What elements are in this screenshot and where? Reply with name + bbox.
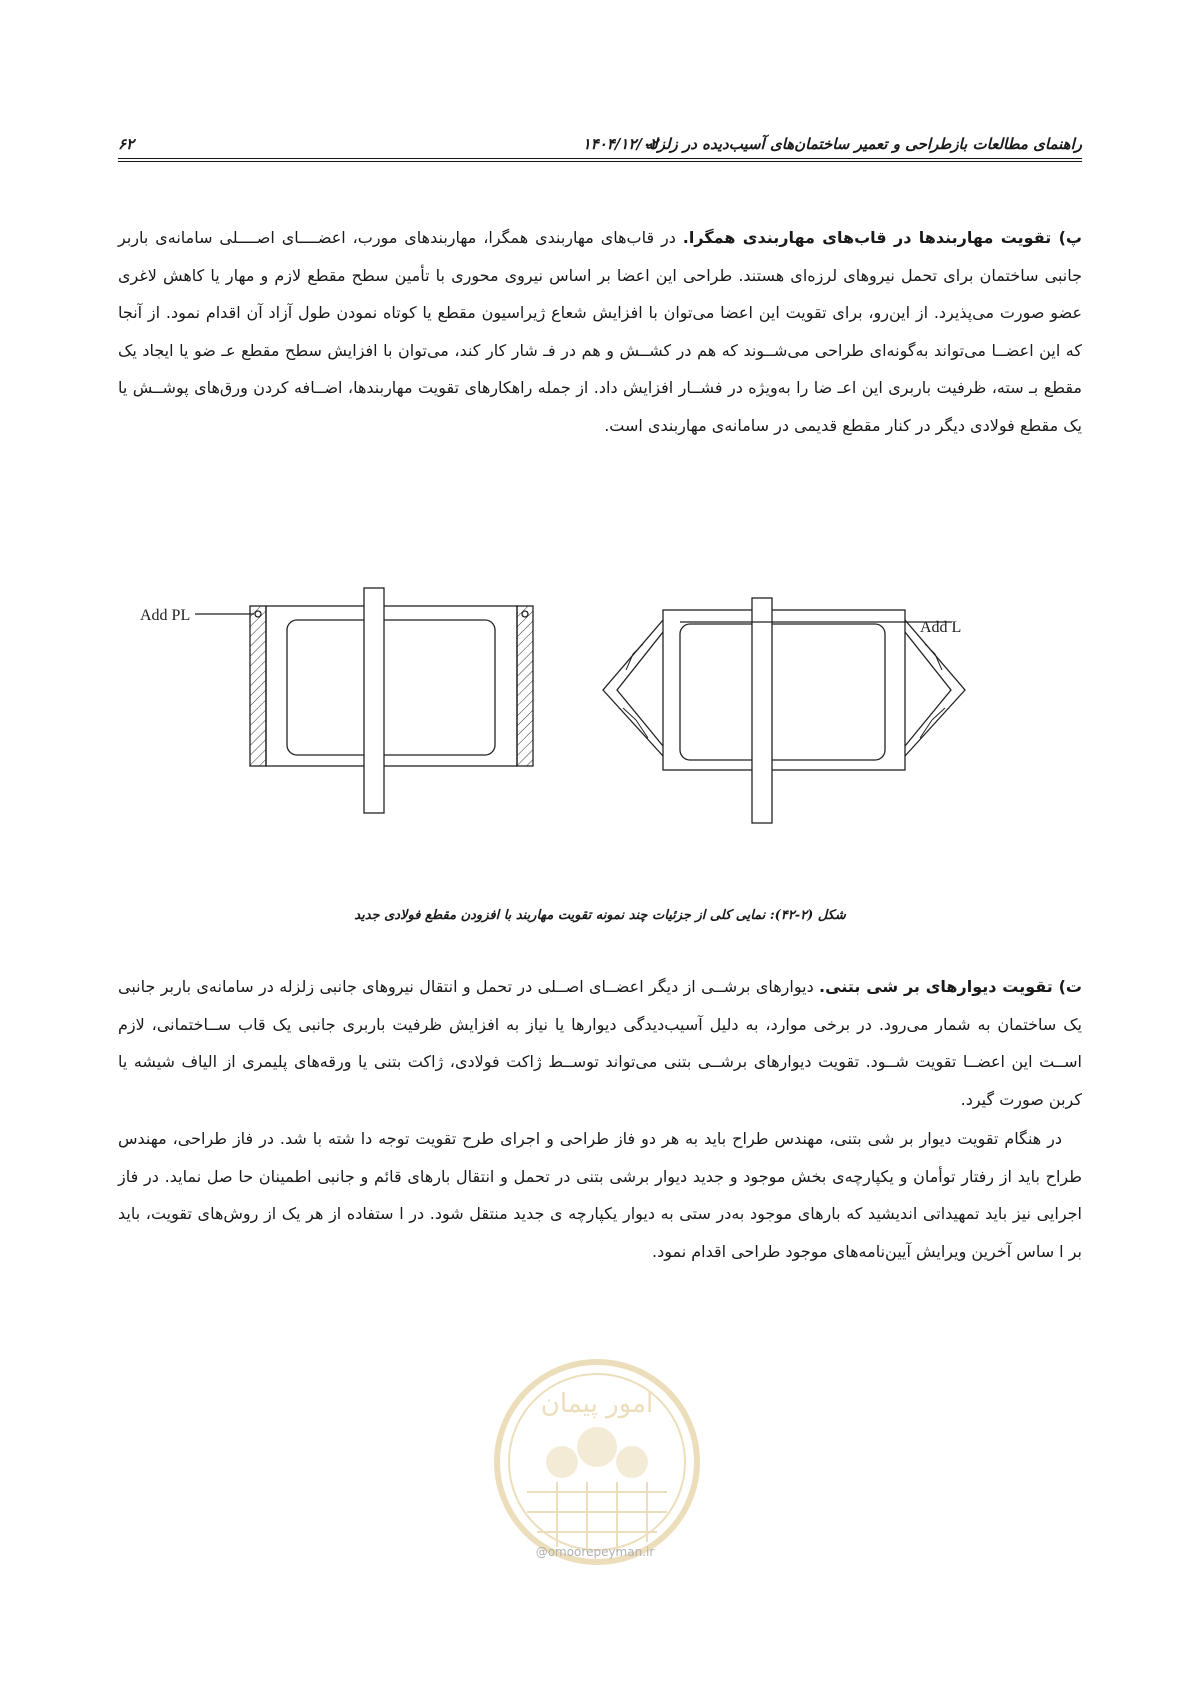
added-plate-right bbox=[517, 606, 533, 766]
page-header bbox=[118, 133, 1082, 161]
header-title: راهنمای مطالعات بازطراحی و تعمیر ساختمان‌های آسیب‌دیده در زلزله bbox=[645, 135, 1082, 153]
paragraph-lead: پ) تقویت مهاربندها در قاب‌های مهاربندی همگرا. bbox=[682, 228, 1083, 247]
label-add-pl: Add PL bbox=[140, 607, 191, 624]
section-with-angles bbox=[603, 598, 965, 823]
paragraph-shear-wall bbox=[118, 968, 1082, 1118]
section-with-plates bbox=[195, 588, 533, 813]
label-add-l: Add L bbox=[920, 619, 962, 636]
brace-detail-figure bbox=[140, 578, 1050, 880]
paragraph-body: در قاب‌های مهاربندی همگرا، مهاربندهای مورب، اعضــــای اصــــلی سامانه‌ی باربر جانبی ساختمان برای تحمل نیروهای لرزه‌ای هستند. طراحی این اعضا بر اساس نیروی محوری با تأمین سطح مقطع لازم و مهار یا کاهش لاغری عضو صورت می‌پذیرد. از این‌رو، برای تقویت این اعضا می‌توان با افزایش شعاع ژیراسیون مقطع یا کوتاه نمودن طول آزاد آن اقدام نمود. از آنجا که این اعضــا می‌تواند به‌گونه‌ای طراحی می‌شــوند که هم در کشــش و هم در فـ شار کار کند، می‌توان با افزایش سطح مقطع عـ ضو یا ایجاد یک مقطع بـ سته، ظرفیت باربری این اعـ ضا را به‌ویژه در فشــار افزایش داد. از جمله راهکارهای تقویت مهاربندها، اضــافه کردن ورق‌های پوشــش یا یک مقطع فولادی دیگر در کنار مقطع قدیمی در سامانه‌ی مهاربندی است. bbox=[118, 228, 1082, 435]
header-rule bbox=[118, 158, 1082, 162]
page-number: ۶۲ bbox=[118, 135, 135, 153]
paragraph-shear-wall-design: در هنگام تقویت دیوار بر شی بتنی، مهندس طراح باید به هر دو فاز طراحی و اجرای طرح تقویت توجه دا شته با شد. در فاز طراحی، مهندس طراح باید از رفتار توأمان و یکپارچه‌ی بخش موجود و جدید دیوار برشی بتنی در تحمل و انتقال بارهای قائم و جانبی اطمینان حا صل نماید. در فاز اجرایی نیز باید تمهیداتی اندیشید که بارهای موجود به‌در ستی به دیوار یکپارچه ی جدید منتقل شود. در ا ستفاده از هر یک از روش‌های تقویت، باید بر ا ساس آخرین ویرایش آیین‌نامه‌های موجود طراحی اقدام نمود. bbox=[118, 1129, 1082, 1261]
watermark-logo bbox=[487, 1352, 707, 1602]
paragraph-lead: ت) تقویت دیوارهای بر شی بتنی. bbox=[819, 977, 1083, 996]
figure-caption: شکل (۲-۴۲): نمایی کلی از جزئیات چند نمونه تقویت مهاربند با افزودن مقطع فولادی جدید bbox=[354, 908, 846, 923]
added-plate-left bbox=[250, 606, 266, 766]
watermark-logo-text: امور پیمان bbox=[540, 1389, 654, 1419]
header-date: ۱۴۰۴/۱۲/۰۲ bbox=[582, 135, 658, 153]
paragraph-body: دیوارهای برشــی از دیگر اعضــای اصــلی در تحمل و انتقال نیروهای جانبی زلزله در سامانه‌ی باربر جانبی یک ساختمان به شمار می‌رود. در برخی موارد، به دلیل آسیب‌دیدگی دیوارها یا نیاز به افزایش ظرفیت باربری جانبی یک قاب ســاختمانی، لازم اســت این اعضــا تقویت شــود. تقویت دیوارهای برشــی بتنی می‌تواند توســط ژاکت فولادی، ژاکت بتنی یا ورقه‌های پلیمری از الیاف شیشه یا کربن صورت گیرد. bbox=[118, 977, 1082, 1109]
paragraph-brace-strengthening bbox=[118, 219, 1082, 444]
watermark-url: @omoorepeyman.ir bbox=[535, 1545, 655, 1559]
